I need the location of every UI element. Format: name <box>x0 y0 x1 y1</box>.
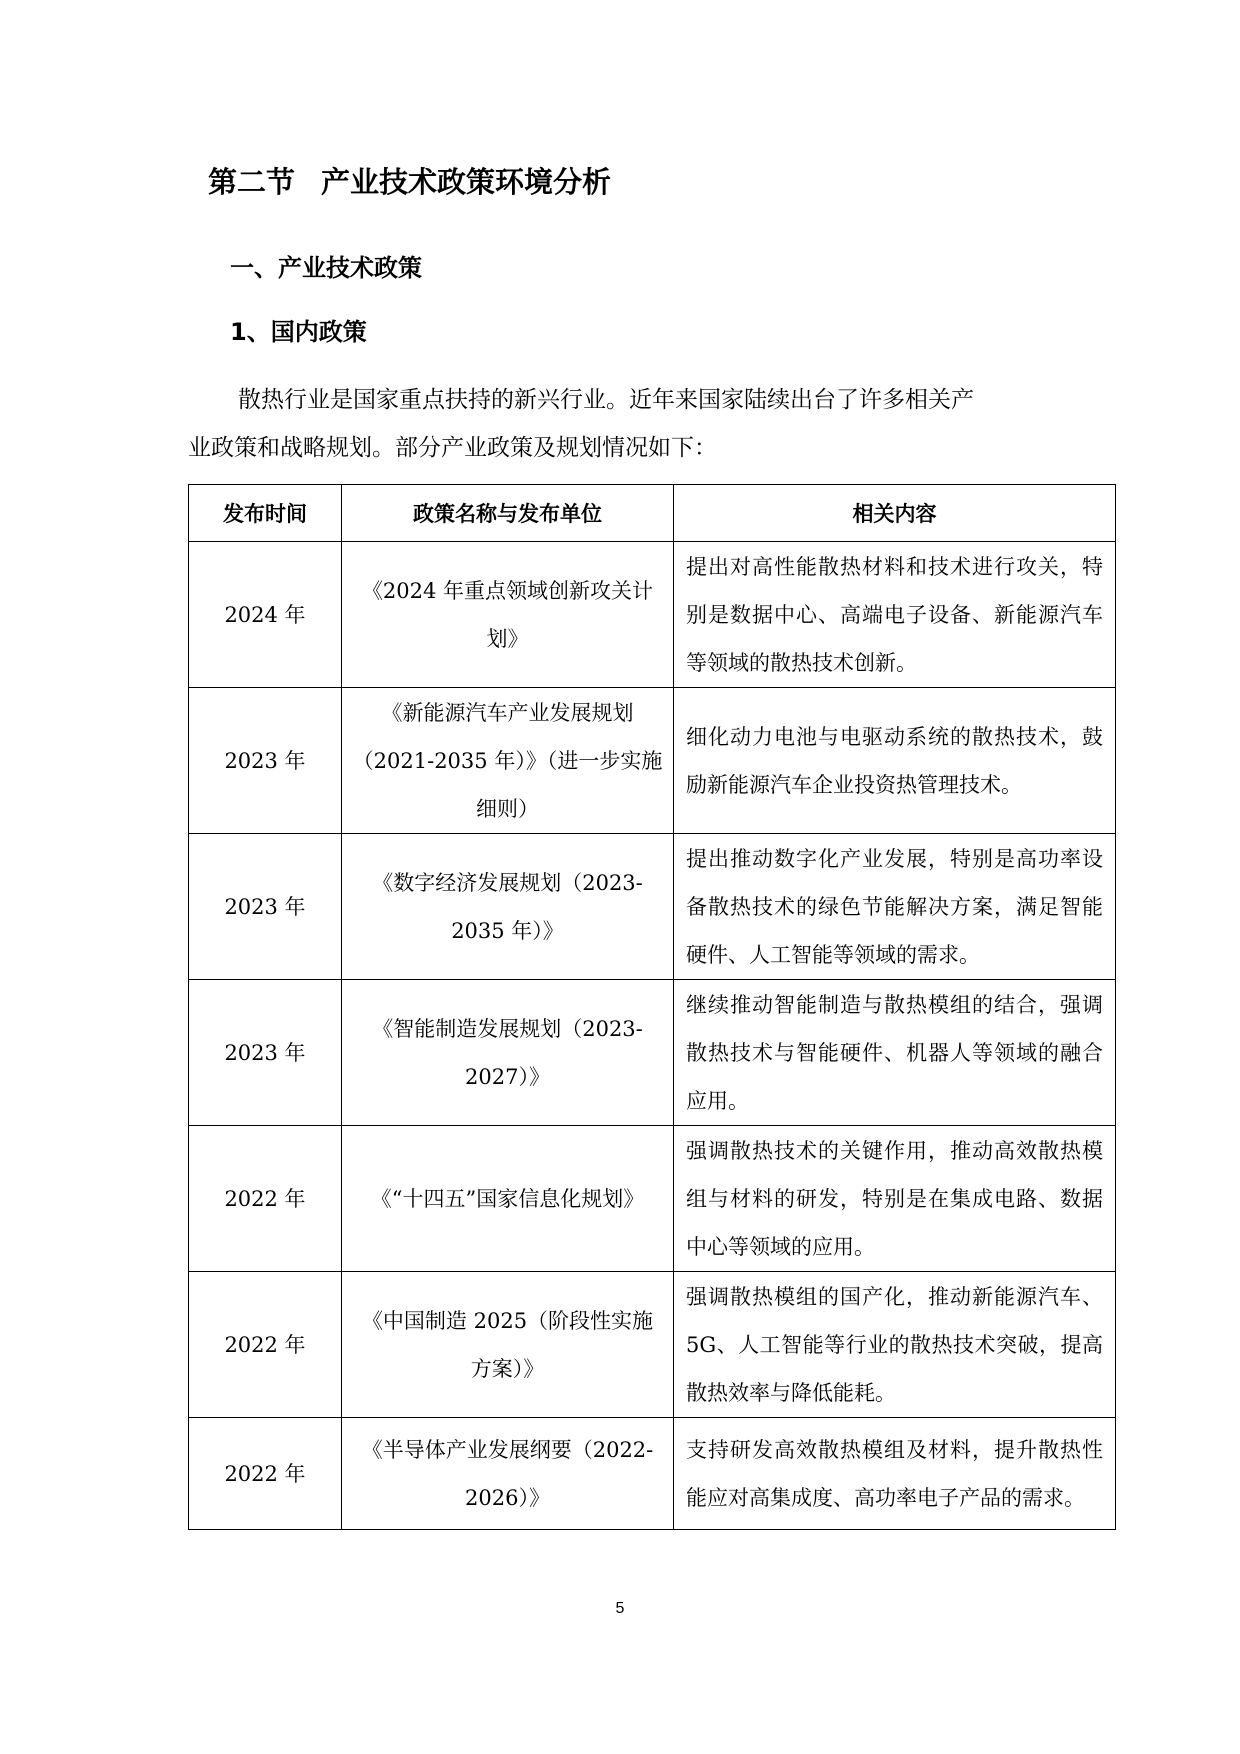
row-policy-name: 《数字经济发展规划（2023-2035 年）》 <box>342 834 674 980</box>
intro-line-1: 散热行业是国家重点扶持的新兴行业。近年来国家陆续出台了许多相关产 <box>238 387 974 413</box>
row-date: 2024 年 <box>189 542 342 688</box>
intro-line-2: 业政策和战略规划。部分产业政策及规划情况如下： <box>188 435 717 461</box>
row-date: 2023 年 <box>189 980 342 1126</box>
page-number: 5 <box>615 1600 625 1617</box>
table-row <box>189 980 1116 1126</box>
row-policy-name: 《中国制造 2025（阶段性实施方案）》 <box>342 1272 674 1418</box>
row-date: 2023 年 <box>189 834 342 980</box>
row-policy-name: 《半导体产业发展纲要（2022-2026）》 <box>342 1418 674 1530</box>
row-date: 2022 年 <box>189 1418 342 1530</box>
section-number: 第二节 <box>208 165 296 199</box>
table-row <box>189 1272 1116 1418</box>
row-date: 2023 年 <box>189 688 342 834</box>
row-content: 细化动力电池与电驱动系统的散热技术，鼓励新能源汽车企业投资热管理技术。 <box>674 688 1116 834</box>
row-content: 提出推动数字化产业发展，特别是高功率设备散热技术的绿色节能解决方案，满足智能硬件、人工智能等领域的需求。 <box>674 834 1116 980</box>
header-policy-name: 政策名称与发布单位 <box>342 485 674 542</box>
row-date: 2022 年 <box>189 1126 342 1272</box>
row-policy-name: 《2024 年重点领域创新攻关计划》 <box>342 542 674 688</box>
row-date: 2022 年 <box>189 1272 342 1418</box>
table-header-row <box>189 485 1116 542</box>
section-title-text: 产业技术政策环境分析 <box>321 165 612 199</box>
table-row <box>189 542 1116 688</box>
table-row <box>189 688 1116 834</box>
row-content: 强调散热模组的国产化，推动新能源汽车、5G、人工智能等行业的散热技术突破，提高散热效率与降低能耗。 <box>674 1272 1116 1418</box>
header-content: 相关内容 <box>674 485 1116 542</box>
row-content: 支持研发高效散热模组及材料，提升散热性能应对高集成度、高功率电子产品的需求。 <box>674 1418 1116 1530</box>
policy-table <box>188 484 1116 1530</box>
row-policy-name: 《“十四五”国家信息化规划》 <box>342 1126 674 1272</box>
row-policy-name: 《新能源汽车产业发展规划（2021-2035 年）》（进一步实施细则） <box>342 688 674 834</box>
section-title <box>208 160 611 204</box>
subsubsection-heading: 1、国内政策 <box>230 318 367 346</box>
row-policy-name: 《智能制造发展规划（2023-2027）》 <box>342 980 674 1126</box>
row-content: 强调散热技术的关键作用，推动高效散热模组与材料的研发，特别是在集成电路、数据中心等领域的应用。 <box>674 1126 1116 1272</box>
subsection-heading: 一、产业技术政策 <box>230 254 422 282</box>
row-content: 继续推动智能制造与散热模组的结合，强调散热技术与智能硬件、机器人等领域的融合应用。 <box>674 980 1116 1126</box>
header-date: 发布时间 <box>189 485 342 542</box>
table-row <box>189 834 1116 980</box>
table-row <box>189 1418 1116 1530</box>
row-content: 提出对高性能散热材料和技术进行攻关，特别是数据中心、高端电子设备、新能源汽车等领域的散热技术创新。 <box>674 542 1116 688</box>
table-row <box>189 1126 1116 1272</box>
intro-paragraph <box>188 376 1038 472</box>
